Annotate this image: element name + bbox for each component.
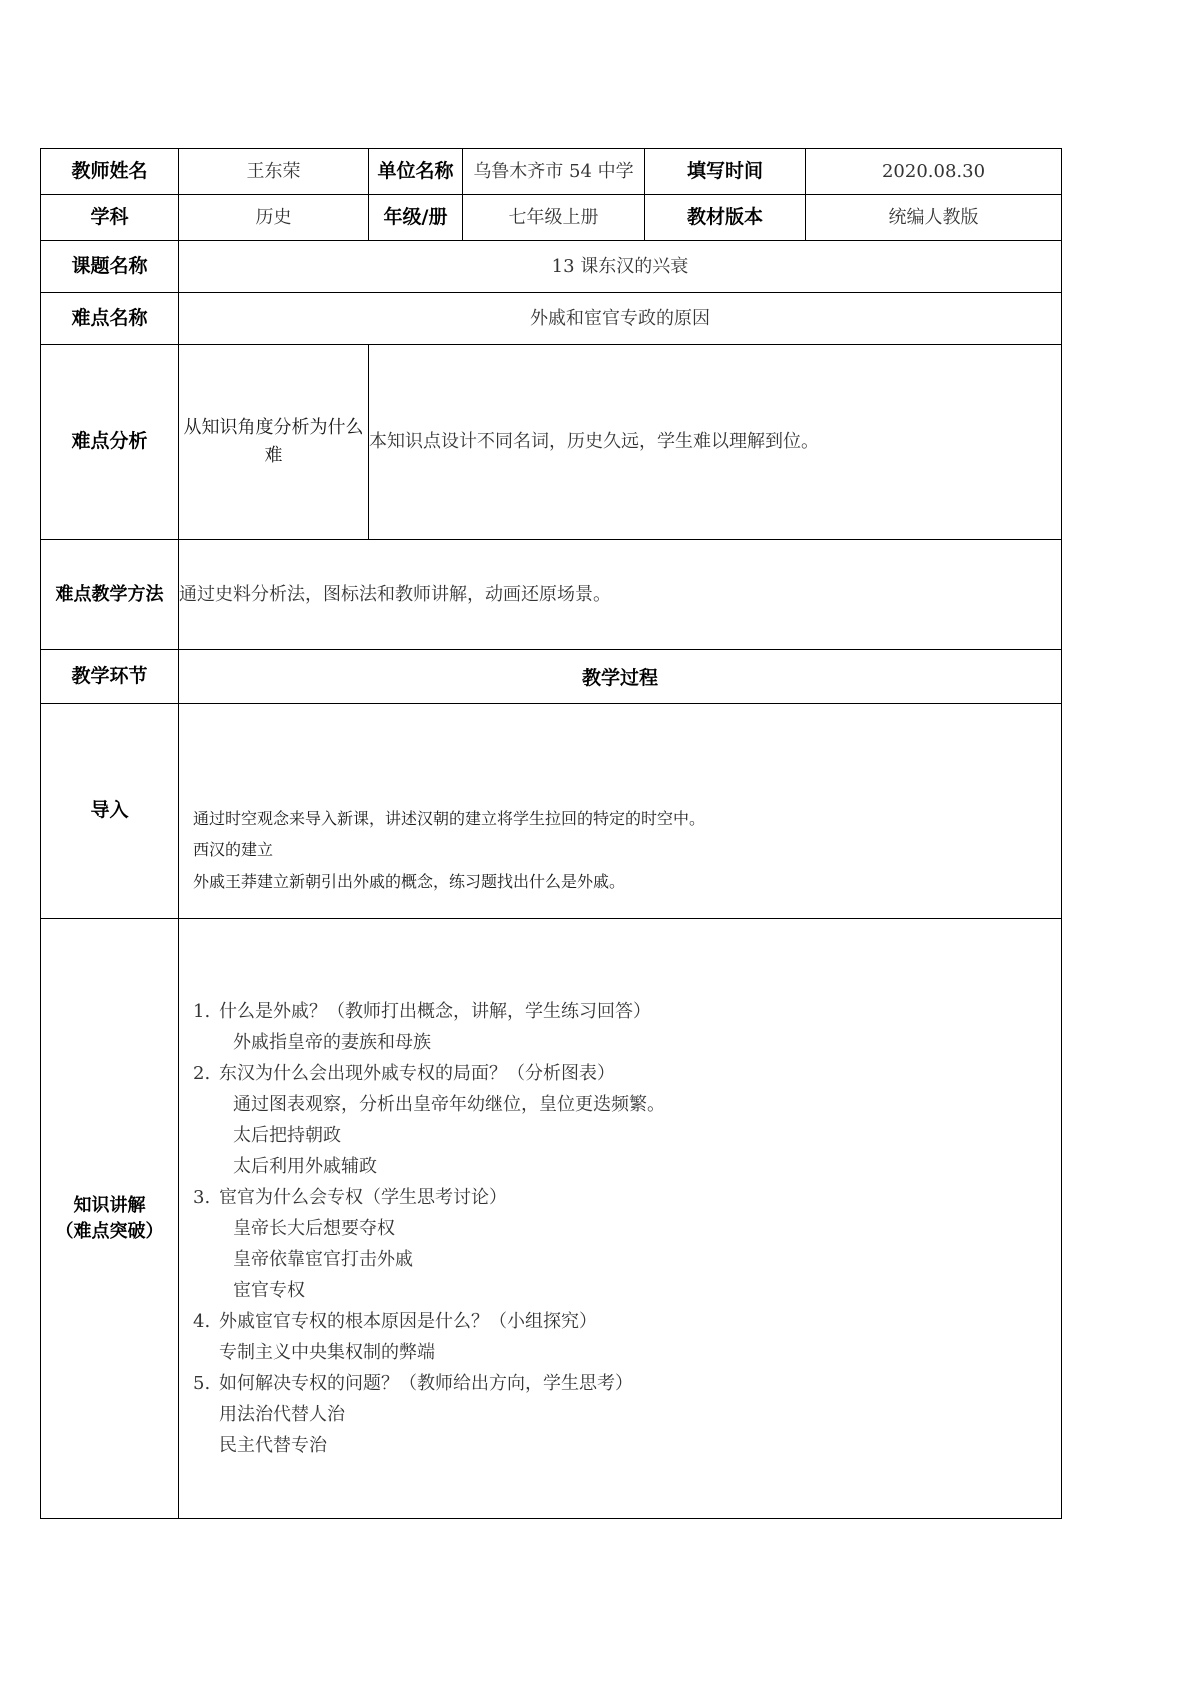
teaching-point-text: 宦官为什么会专权（学生思考讨论） (219, 1187, 507, 1209)
teaching-point-subline: 宦官专权 (233, 1279, 305, 1301)
teaching-point-subline: 外戚指皇帝的妻族和母族 (233, 1032, 431, 1054)
teaching-point-subline: 用法治代替人治 (219, 1403, 345, 1425)
value-difficulty-name: 外戚和宦官专政的原因 (179, 293, 1062, 345)
teaching-point-subline: 皇帝长大后想要夺权 (233, 1218, 395, 1240)
value-unit-name: 乌鲁木齐市 54 中学 (463, 149, 645, 195)
teaching-point-text: 什么是外戚？（教师打出概念，讲解，学生练习回答） (219, 1001, 651, 1023)
teaching-point-number: 2. (193, 1063, 211, 1085)
value-knowledge-explanation (179, 919, 1062, 1519)
label-knowledge-explanation-line2: （难点突破） (55, 1220, 164, 1242)
value-teacher-name: 王东荣 (179, 149, 369, 195)
teaching-points-list (179, 997, 1061, 1461)
teaching-point-subline: 通过图表观察，分析出皇帝年幼继位，皇位更迭频繁。 (233, 1094, 665, 1116)
teaching-point-main (193, 1059, 1061, 1090)
teaching-point-main (193, 1183, 1061, 1214)
table-row-subject (41, 195, 1062, 241)
label-knowledge-explanation-line1: 知识讲解 (73, 1195, 146, 1217)
introduction-line: 通过时空观念来导入新课，讲述汉朝的建立将学生拉回的特定的时空中。 (193, 809, 706, 829)
table-row-knowledge-explanation (41, 919, 1062, 1519)
introduction-line: 外戚王莽建立新朝引出外戚的概念，练习题找出什么是外戚。 (193, 871, 626, 891)
teaching-point-main (193, 1307, 1061, 1338)
teaching-point-text: 外戚宦官专权的根本原因是什么？（小组探究） (219, 1310, 597, 1332)
teaching-point-number: 4. (193, 1310, 211, 1332)
teaching-point-item (193, 997, 1061, 1059)
label-difficulty-analysis: 难点分析 (41, 345, 179, 540)
table-row-difficulty-method (41, 540, 1062, 650)
label-fill-time: 填写时间 (645, 149, 806, 195)
label-teacher-name: 教师姓名 (41, 149, 179, 195)
teaching-point-item (193, 1183, 1061, 1307)
label-introduction: 导入 (41, 704, 179, 919)
value-fill-time: 2020.08.30 (806, 149, 1062, 195)
value-grade: 七年级上册 (463, 195, 645, 241)
teaching-point-text: 东汉为什么会出现外戚专权的局面？（分析图表） (219, 1063, 615, 1085)
teaching-point-main (193, 1369, 1061, 1400)
teaching-point-number: 3. (193, 1187, 211, 1209)
label-topic-name: 课题名称 (41, 241, 179, 293)
teaching-point-subline: 太后把持朝政 (233, 1125, 341, 1147)
label-unit-name: 单位名称 (369, 149, 463, 195)
lesson-plan-table (40, 148, 1062, 1519)
teaching-points-container (179, 975, 1061, 1461)
teaching-point-item (193, 1059, 1061, 1183)
table-row-introduction (41, 704, 1062, 919)
value-difficulty-method: 通过史料分析法，图标法和教师讲解，动画还原场景。 (179, 540, 1062, 650)
label-difficulty-method: 难点教学方法 (41, 540, 179, 650)
table-row-difficulty-name (41, 293, 1062, 345)
label-difficulty-name: 难点名称 (41, 293, 179, 345)
teaching-point-text: 如何解决专权的问题？（教师给出方向，学生思考） (219, 1372, 633, 1394)
label-teaching-stage: 教学环节 (41, 650, 179, 704)
table-row-topic (41, 241, 1062, 293)
teaching-point-subline: 专制主义中央集权制的弊端 (219, 1341, 435, 1363)
teaching-point-subline: 皇帝依靠宦官打击外戚 (233, 1248, 413, 1270)
value-topic-name: 13 课东汉的兴衰 (179, 241, 1062, 293)
label-knowledge-explanation (41, 919, 179, 1519)
label-textbook-version: 教材版本 (645, 195, 806, 241)
teaching-point-item (193, 1369, 1061, 1462)
value-subject: 历史 (179, 195, 369, 241)
label-difficulty-analysis-sub: 从知识角度分析为什么难 (179, 345, 369, 540)
introduction-lines (179, 725, 1061, 897)
teaching-point-number: 1. (193, 1001, 211, 1023)
teaching-point-subline: 民主代替专治 (219, 1434, 327, 1456)
label-grade: 年级/册 (369, 195, 463, 241)
table-row-difficulty-analysis (41, 345, 1062, 540)
teaching-point-number: 5. (193, 1372, 211, 1394)
value-introduction (179, 704, 1062, 919)
teaching-point-subline: 太后利用外戚辅政 (233, 1156, 377, 1178)
teaching-point-main (193, 997, 1061, 1028)
teaching-point-item (193, 1307, 1061, 1369)
value-textbook-version: 统编人教版 (806, 195, 1062, 241)
value-difficulty-analysis: 本知识点设计不同名词，历史久远，学生难以理解到位。 (369, 345, 1062, 540)
table-row-teacher (41, 149, 1062, 195)
label-subject: 学科 (41, 195, 179, 241)
label-teaching-process: 教学过程 (179, 650, 1062, 704)
table-row-stage-header (41, 650, 1062, 704)
introduction-line: 西汉的建立 (193, 840, 274, 860)
